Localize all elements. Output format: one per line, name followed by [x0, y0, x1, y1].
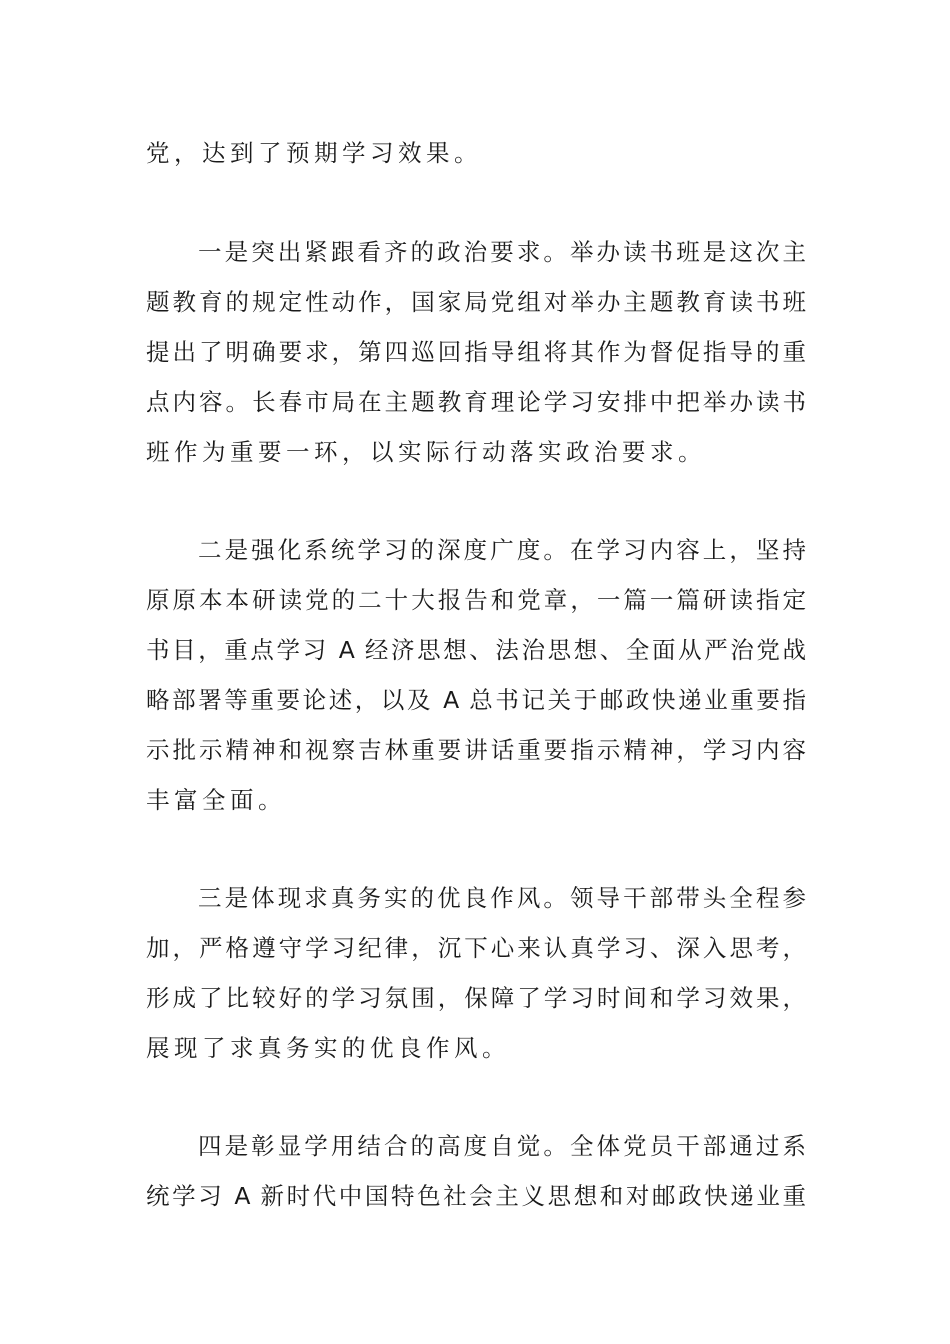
paragraph-2-line-3: 书目，重点学习 A 经济思想、法治思想、全面从严治党战 — [146, 636, 806, 664]
paragraph-4-line-1: 四是彰显学用结合的高度自觉。全体党员干部通过系 — [198, 1132, 806, 1160]
paragraph-4-line-2: 统学习 A 新时代中国特色社会主义思想和对邮政快递业重 — [146, 1182, 806, 1210]
paragraph-3-line-2: 加，严格遵守学习纪律，沉下心来认真学习、深入思考， — [146, 934, 806, 962]
paragraph-2-line-4: 略部署等重要论述，以及 A 总书记关于邮政快递业重要指 — [146, 686, 806, 714]
paragraph-2-line-6: 丰富全面。 — [146, 786, 286, 814]
paragraph-1-line-2: 题教育的规定性动作，国家局党组对举办主题教育读书班 — [146, 288, 806, 316]
paragraph-1-line-5: 班作为重要一环，以实际行动落实政治要求。 — [146, 438, 706, 466]
paragraph-continuation-line: 党，达到了预期学习效果。 — [146, 139, 482, 167]
paragraph-1-line-4: 点内容。长春市局在主题教育理论学习安排中把举办读书 — [146, 388, 806, 416]
paragraph-2-line-1: 二是强化系统学习的深度广度。在学习内容上，坚持 — [198, 536, 806, 564]
paragraph-3-line-4: 展现了求真务实的优良作风。 — [146, 1034, 510, 1062]
paragraph-1-line-1: 一是突出紧跟看齐的政治要求。举办读书班是这次主 — [198, 238, 806, 266]
paragraph-1-line-3: 提出了明确要求，第四巡回指导组将其作为督促指导的重 — [146, 338, 806, 366]
paragraph-3-line-1: 三是体现求真务实的优良作风。领导干部带头全程参 — [198, 884, 806, 912]
paragraph-2-line-5: 示批示精神和视察吉林重要讲话重要指示精神，学习内容 — [146, 736, 806, 764]
paragraph-2-line-2: 原原本本研读党的二十大报告和党章，一篇一篇研读指定 — [146, 586, 806, 614]
paragraph-3-line-3: 形成了比较好的学习氛围，保障了学习时间和学习效果， — [146, 984, 806, 1012]
